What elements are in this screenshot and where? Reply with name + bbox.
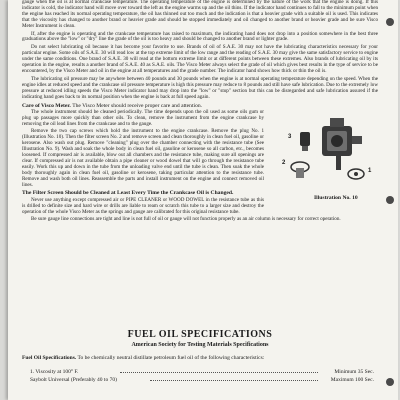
leader-dots <box>150 380 318 381</box>
fuel-item-value: Minimum 35 Sec. <box>334 369 374 375</box>
leader-dots <box>120 372 318 373</box>
paragraph-5: The whole instrument should be cleaned periodically. The time depends upon the oil used as some oils gum or plug up passages more quickly than other oils. To clean, remove the instrument from the engine crankcase by removing the oil lead lines from the crankcase and to the gauge. <box>22 108 264 127</box>
paragraph-1: gauge when the oil is at normal crankcase temperature. The operating temperature of the engine is determined by the nature of the work that the engine is doing. If this indicator is cold, the indicator hand will move over toward the left as the engine warms up and the oil thins. If the indicator hand continues to fall to the minimum point when the engine has reached its normal operating temperature, the oil has thinned out too much and the indication is that a heavier grade with a suitable oil is used. This indicates that the viscosity has changed to another brand or heavier grade and should be stopped immediately and oil changed to another brand or heavier grade and be sure Visco Meter Instrument is clean. <box>22 0 378 29</box>
illustration-caption: Illustration No. 10 <box>314 194 358 201</box>
binder-hole <box>386 18 394 26</box>
binder-hole <box>386 196 394 204</box>
paragraph-6: Remove the two cap screws which hold the instrument to the engine crankcase. Remove the plug No. 1 (Illustration No. 10). Then the filter screen No. 2 and remove screen and clean thoroughly in clean fuel oil, gasoline or kerosene. Also wash out plug. Remove "cleaning" plug over the chamber connecting with the resistance tube (See Illustration No. 9). Wash and soak the whole body in clean fuel oil, gasoline or kerosene so all carbon, etc., becomes loosened. If compressed air is available, blow out all chambers and the resistance tube, making sure all openings are clear. If compressed air is not available obtain a pipe cleaner or wood dowel that will go through the resistance tube easily. Work this up and down in the tube from the unloading valve end until the tube is clean. Then soak the whole body thoroughly again in clean fuel oil, gasoline or kerosene, taking particular attention to the resistance tube. Remove and wash both oil lines. Reassemble the parts and install instrument on the engine and connect removed oil lines. <box>22 128 264 188</box>
paragraph-4: The lubricating oil pressure may be anywhere between 40 pounds and 30 pounds when the engine is at normal operating temperature depending on the speed. When the engine idles at reduced speed and the crankcase oil pressure temperature is high this pressure may reduce to 8 pounds and still have safe lubrication. Due to the extremely low pressure at reduced idling speeds the Visco Meter indicator hand may drop into the "low" or "stop" section but this can be disregarded and safe lubrication assured if the indicating hand goes back to its normal position when the engine is back at full speed again. <box>22 75 378 100</box>
fuel-item <box>30 377 378 383</box>
fuel-title: FUEL OIL SPECIFICATIONS <box>22 329 378 340</box>
binder-holes <box>384 0 394 400</box>
visco-meter-parts-icon <box>270 112 378 194</box>
fuel-item <box>30 369 378 375</box>
binder-hole <box>386 378 394 386</box>
text-column <box>22 0 378 225</box>
care-heading <box>22 103 378 109</box>
fuel-spec-label: Fuel Oil Specifications. <box>22 355 77 361</box>
document-page <box>8 0 398 400</box>
illustration-label-1: 1 <box>368 167 372 174</box>
illustration-label-3: 3 <box>288 133 292 140</box>
fuel-subtitle: American Society for Testing Materials Specifications <box>22 342 378 348</box>
paragraph-3: Do not select lubricating oil because it has become your favorite to use. Brands of oil of S.A.E. 30 may not have the lubricating characteristics necessary for your particular engine. Some oils of S.A.E. 30 will read low at the top extreme limit of the low range and the reading of S.A.E. 30 may give the same satisfactory service to engine under the same conditions. One brand of S.A.E. 30 will read at the bottom extreme limit or at different points between these extremes. Also brands of lubricating oil by its operation in the engine, results a another brand of S.A.E. 40 as S.A.E. oils. The Visco Meter always select the grade of oil which gives best results in the type of service to be encountered, by the Visco Meter and oil in the engine at all temperatures and the grade number. The indicator hand shows how thick or thin the oil is. <box>22 44 378 74</box>
fuel-item-value: Maximum 100 Sec. <box>330 377 374 383</box>
care-heading-title: Care of Visco Meter. <box>22 102 71 109</box>
paragraph-7: Never use anything except compressed air or PIPE CLEANER or WOOD DOWEL in the resistance tube as this is drilled to definite size and hard wire or drills are liable to ream or scratch this tube to a larger size and destroy the operation of the whole Visco Meter as the springs and gauge are calibrated for this original resistance tube. <box>22 196 264 215</box>
paragraph-8: Be sure gauge line connections are tight and line is not full of oil or gauge will not function properly as an air column is necessary for correct operation. <box>31 216 341 223</box>
fuel-spec <box>22 355 378 400</box>
fuel-item-label: 1. Viscosity at 100° F. <box>30 369 79 375</box>
paragraph-2: If, after the engine is operating and the crankcase temperature has raised to maximum, the indicating hand does not drop into a position somewhere in the best three graduations above the "low" or "dry" line the grade of the oil is too heavy and should be changed to another brand or lighter grade. <box>22 30 378 43</box>
fuel-item-label: Saybolt Universal (Preferably 40 to 70) <box>30 377 117 383</box>
care-heading-text: The Visco Meter should receive proper care and attention. <box>72 102 203 109</box>
illustration-10 <box>270 112 378 204</box>
illustration-label-2: 2 <box>282 159 286 166</box>
fuel-spec-text: To be chemically neutral distillate petroleum fuel oil of the following characteristics: <box>77 355 265 361</box>
filter-heading: The Filter Screen Should be Cleaned at Least Every Time the Crankcase Oil is Changed. <box>22 190 234 197</box>
